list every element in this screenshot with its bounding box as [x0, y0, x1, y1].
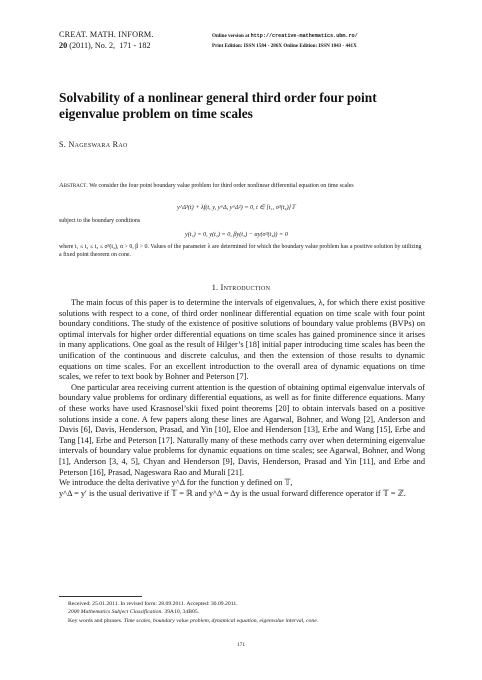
author-name: S. Nageswara Rao: [59, 140, 128, 149]
body-paragraph: The main focus of this paper is to determine the intervals of eigenvalues, λ, for which there exist positive solutions with respect to a cone, of third order nonlinear differential equation on time scale with four point boundary conditions. The study of the existence of positive solutions of boundary value problems (BVPs) on optimal intervals for higher order differential equations on time scales has gained prominence since it arises in many applications. One goal as the result of Hilger’s [18] initial paper introducing time scales has been the unification of the continuous and discrete calculus, and then the extension of those results to dynamic equations on time scales. For an excellent introduction to the overall area of dynamic equations on time scales, we refer to text book by Bohner and Peterson [7].: [59, 298, 425, 382]
journal-volume: 20: [59, 41, 68, 50]
section-heading: 1. Introduction: [211, 283, 271, 292]
keywords-label: Key words and phrases.: [68, 617, 123, 624]
online-version-line: [212, 31, 358, 41]
edition-line: Print Edition: ISSN 1584 - 286X Online Edition: ISSN 1843 - 441X: [212, 43, 357, 49]
abstract-paragraph: [59, 182, 425, 190]
footnote-rule: [59, 596, 142, 597]
journal-header: [59, 29, 154, 51]
body-text: [59, 298, 425, 499]
abstract-equation: y^Δ³(t) + λf(t, y, y^Δ, y^Δ²) = 0, t ∈ [t₁, σ³(t₄)]𝕋: [177, 204, 296, 211]
keywords-value: Time scales, boundary value problem, dynamical equation, eigenvalue interval, cone.: [123, 617, 319, 624]
msc-label: 2000 Mathematics Subject Classification.: [68, 609, 163, 616]
abstract-label: Abstract.: [59, 182, 88, 189]
body-paragraph: One particular area receiving current attention is the question of obtaining optimal eigenvalue intervals of boundary value problems for ordinary differential equations, as well as for finite difference equations. Many of these works have used Krasnosel’skii fixed point theorems [20] to obtain intervals based on a positive solutions inside a cone. A few papers along these lines are Agarwal, Bohner, and Wong [2], Anderson and Davis [6], Davis, Henderson, Prasad, and Yin [10], Eloe and Henderson [13], Erbe and Wang [15], Erbe and Tang [14], Erbe and Peterson [17]. Naturally many of these methods carry over when determining eigenvalue intervals of boundary value problems for dynamic equations on time scales; see Agarwal, Bohner, and Wong [1], Anderson [3, 4, 5], Chyan and Henderson [9], Davis, Henderson, Prasad and Yin [11], and Erbe and Peterson [16], Prasad, Nageswara Rao and Murali [21].: [59, 382, 425, 477]
abstract-boundary-conditions: y(t₁) = 0, y(t₂) = 0, βy(t₃) − αy(σ³(t₄)) = 0: [185, 231, 288, 238]
abstract-subject: subject to the boundary conditions: [59, 218, 141, 224]
abstract-tail: where t₁ ≤ t₂ ≤ t₃ ≤ σ³(t₄), α > 0, β > 0. Values of the parameter λ are determined for which the boundary value problem has a positive solution by utilizing a fixed point theorem on cone.: [59, 244, 422, 259]
msc-classification: [68, 608, 428, 616]
paper-title: Solvability of a nonlinear general third order four point eigenvalue problem on time scales: [59, 90, 377, 121]
journal-name: CREAT. MATH. INFORM.: [59, 30, 154, 39]
keywords: [68, 617, 428, 625]
received-dates: Received: 25.01.2011. In revised form: 28.09.2011. Accepted: 30.09.2011.: [68, 601, 238, 607]
journal-pages: 171 - 182: [119, 41, 151, 50]
msc-value: 39A10, 34B05.: [164, 609, 200, 616]
body-paragraph: We introduce the delta derivative y^Δ for the function y defined on 𝕋,: [59, 478, 293, 488]
journal-year-issue: (2011), No. 2,: [69, 41, 116, 50]
online-url-link[interactable]: http://creative-mathematics.ubm.ro/: [250, 33, 358, 39]
page-number: 171: [236, 642, 246, 648]
online-label: Online version at: [212, 33, 250, 39]
footnotes: [68, 600, 428, 625]
journal-issue: [59, 40, 154, 51]
abstract-text: We consider the four point boundary value problem for third order nonlinear differential equation on time scales: [89, 183, 354, 189]
body-paragraph: y^Δ = y′ is the usual derivative if 𝕋 = ℝ and y^Δ = Δy is the usual forward difference operator if 𝕋 = ℤ.: [59, 488, 406, 498]
journal-edition-info: [212, 31, 358, 51]
